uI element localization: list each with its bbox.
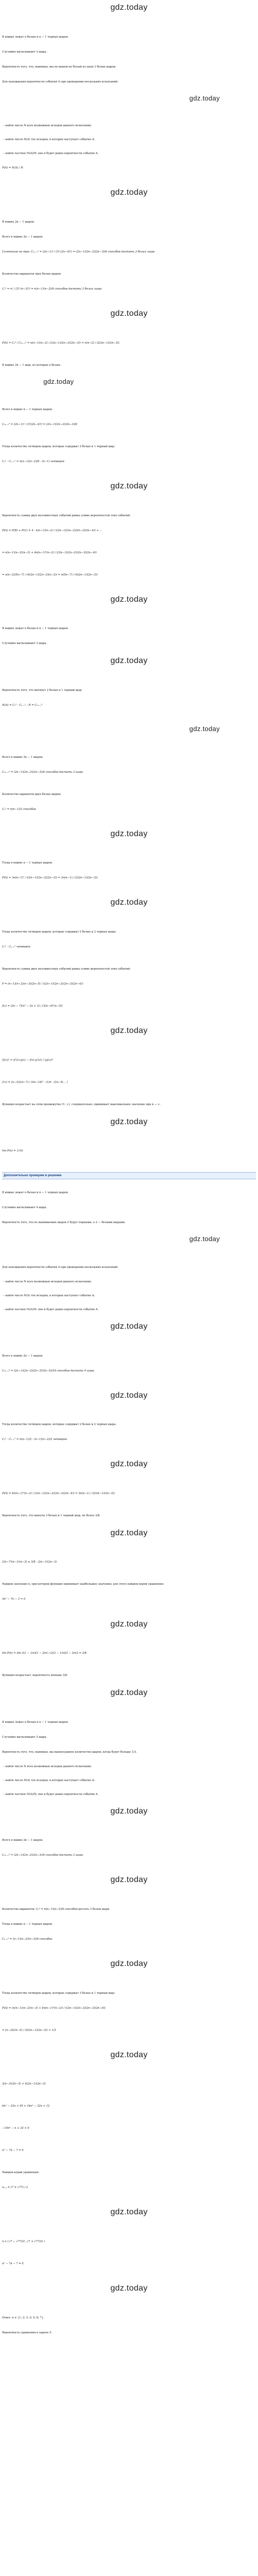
formula: N(A) = Cₙ² · Cₙ₋₁¹ ; N = C₂ₙ₋₁³	[2, 704, 43, 707]
paragraph: Функция возрастает на этом промежутке (1; ∞), следовательно, принимает максимальное значение при n → ∞.	[2, 1103, 161, 1106]
section-title: Дополнительно проверим в решении	[2, 1172, 256, 1179]
watermark: gdz.today	[110, 595, 148, 604]
formula: Сочетание по три: C₂ₙ₋₁³ = (2n−1)! / (3!·(2n−4)!) = (2n−1)(2n−2)(2n−3)/6 способов достать 3 белых шара	[2, 250, 155, 253]
spacer	[2, 1443, 256, 1459]
solution-page	[2, 2, 256, 2576]
formula: lim P(n) = 1/16	[2, 1149, 23, 1153]
formula: C₂ₙ₋₁³ = (2n−1)(2n−2)(2n−3)/6 способов достать 3 шара	[2, 1854, 83, 1857]
formula: n ∈ ( (7 − √77)/2 ; (7 + √77)/2 )	[2, 2240, 45, 2243]
paragraph: Вероятность того, что, вынимая, мы не вынем не белый из цепи 3 белых шаров:	[2, 65, 117, 69]
spacer	[2, 1155, 256, 1170]
paragraph: В ящике лежат n белых и n − 1 черных шаров.	[2, 627, 69, 631]
paragraph: Случайно вытаскивают 3 шара.	[2, 642, 47, 646]
spacer	[2, 1699, 256, 1719]
spacer	[2, 1630, 256, 1650]
spacer	[2, 1010, 256, 1025]
spacer	[2, 1285, 256, 1293]
paragraph: Всего в ящике n − 1 черных шаров.	[2, 408, 53, 412]
spacer	[2, 1798, 256, 1806]
spacer	[2, 1741, 256, 1749]
spacer	[2, 2336, 256, 2345]
spacer	[2, 1211, 256, 1219]
spacer	[2, 1470, 256, 1490]
spacer	[2, 56, 256, 64]
spacer	[2, 2110, 256, 2125]
paragraph: Количество вариантов двух белых шаров:	[2, 792, 61, 796]
watermark: gdz.today	[110, 1875, 148, 1885]
spacer	[2, 667, 256, 687]
paragraph: Найдем значение n, при котором функция принимает наибольшее значение; для этого найдем корни уравнения:	[2, 1583, 165, 1586]
spacer	[2, 1726, 256, 1734]
paragraph: В ящике лежат n белых и n − 1 черных шаров.	[2, 1720, 69, 1724]
formula: Cₙ³ = n! / (3!·(n−3)!) = n(n−1)(n−2)/6 способов достать 3 белых шара	[2, 287, 102, 291]
formula: lim P(n) = lim 3(1 − 1/n)(1 − 2/n) / (2(2 − 1/n)(2 − 3/n)) = 3/8	[2, 1652, 87, 1655]
spacer	[2, 813, 256, 828]
spacer	[2, 2034, 256, 2049]
spacer	[2, 347, 256, 362]
spacer	[2, 1859, 256, 1874]
paragraph: Всего в ящике 2n − 1 шаров.	[2, 235, 43, 239]
spacer	[2, 1844, 256, 1852]
spacer	[2, 951, 256, 966]
spacer	[2, 1375, 256, 1390]
formula: n² − 7n − 7 = 0	[2, 2149, 24, 2153]
spacer	[2, 1037, 256, 1057]
spacer	[2, 605, 256, 625]
spacer	[2, 1332, 256, 1353]
watermark: gdz.today	[110, 1806, 148, 1816]
spacer	[2, 1566, 256, 1581]
bullet-item: – найти число N всех возможных исходов данного испытания;	[2, 1280, 256, 1284]
spacer	[2, 241, 256, 249]
watermark: gdz.today	[189, 1235, 220, 1243]
spacer	[2, 13, 256, 34]
formula: Cₙ₋₁³ = (n−1)(n−2)(n−3)/6 способов	[2, 1938, 53, 1941]
watermark: gdz.today	[110, 829, 148, 838]
spacer	[2, 1244, 256, 1264]
paragraph: В ящике лежат n белых и n − 1 черных шаров.	[2, 35, 69, 39]
spacer	[2, 86, 256, 94]
spacer	[2, 1588, 256, 1596]
paragraph: Функция возрастает, вероятность меньше 3/8.	[2, 1674, 68, 1677]
spacer	[2, 2218, 256, 2239]
watermark: gdz.today	[110, 1026, 148, 1035]
spacer	[2, 1997, 256, 2005]
spacer	[2, 1538, 256, 1559]
formula: = n(n−1)(n−2)(n−3) + 4n(n−1)²(n−2) / ((2n−1)(2n−2)(2n−3)(2n−4))	[2, 551, 97, 554]
spacer	[2, 1313, 256, 1321]
spacer	[2, 2154, 256, 2170]
paragraph: Случайно вытаскивают 3 шара.	[2, 1735, 47, 1739]
spacer	[2, 143, 256, 151]
paragraph: Случайно вытаскивают 3 шара.	[2, 50, 47, 54]
spacer	[2, 1657, 256, 1672]
spacer	[2, 2191, 256, 2207]
formula: n² − 7n − 7 = 0	[2, 2262, 24, 2266]
watermark: gdz.today	[110, 1391, 148, 1400]
spacer	[2, 41, 256, 49]
watermark: gdz.today	[110, 309, 148, 318]
spacer	[2, 647, 256, 655]
bullet-item: – найти частное N(A)/N; оно и будет равно вероятности события A.	[2, 1308, 256, 1312]
spacer	[2, 157, 256, 165]
paragraph: Количество вариантов трех белых шаров:	[2, 272, 61, 276]
bullet-item: – найти частное N(A)/N; оно и будет равно вероятности события A.	[2, 1793, 256, 1797]
formula: = n(n−2)(5n−7) / (4(2n−1)(2n−3)(n−2)) = n(5n−7) / (4(2n−1)(2n−3))	[2, 573, 98, 577]
spacer	[2, 936, 256, 944]
spacer	[2, 867, 256, 875]
formula: P(A) = 3n(n−1)² / ((2n−1)(2n−2)(2n−3)) = 3n(n−1) / (2(2n−1)(2n−3))	[2, 876, 98, 880]
bullet-item: – найти частное N(A)/N; оно и будет равно вероятности события A.	[2, 152, 256, 156]
spacer	[2, 450, 256, 459]
spacer	[2, 1913, 256, 1921]
spacer	[2, 129, 256, 137]
watermark: gdz.today	[110, 1619, 148, 1629]
spacer	[2, 839, 256, 860]
paragraph: Тогда в ящике n − 1 черных шаров.	[2, 861, 53, 865]
spacer	[2, 2267, 256, 2283]
formula: P(A) = N(A) / N	[2, 166, 23, 170]
paragraph: Всего в ящике 2n − 1 шаров.	[2, 755, 43, 759]
bullet-item: – найти число N всех возможных исходов данного испытания;	[2, 124, 256, 128]
bullet-item: – найти число N(A) тех исходов, в которых наступает событие A;	[2, 1294, 256, 1298]
spacer	[2, 908, 256, 929]
spacer	[2, 319, 256, 340]
paragraph: Вероятность сравнения в задаче 5.	[2, 2331, 52, 2334]
watermark: gdz.today	[110, 898, 148, 907]
formula: (2n−7)(n−1)(n−3) ≤ 3/8 · (2n−1)(2n−3)	[2, 1561, 57, 1564]
formula: C₂ₙ₋₁³ = (2n−1)! / (3!(2n−4)!) = (2n−1)(2n−2)(2n−3)/6	[2, 423, 77, 427]
spacer	[2, 465, 256, 481]
spacer	[2, 1196, 256, 1205]
formula: P(A) = 6n(n−1)²(n−2) / ((2n−1)(2n−2)(2n−3)(2n−4)) = 3n(n−1) / (2(2n−1)(2n−3))	[2, 1492, 115, 1495]
formula: Cₙ² = n(n−1)/2 способов	[2, 807, 36, 811]
spacer	[2, 709, 256, 724]
spacer	[2, 579, 256, 594]
paragraph: Тогда количество четверок шаров, которые содержат 3 белых и 1 черный шар:	[2, 445, 115, 449]
spacer	[2, 1299, 256, 1307]
watermark: gdz.today	[110, 482, 148, 491]
formula: n₁,₂ = (7 ± √77) / 2	[2, 2186, 28, 2190]
spacer	[2, 1401, 256, 1421]
spacer	[2, 1943, 256, 1958]
spacer	[2, 1817, 256, 1837]
watermark: gdz.today	[110, 3, 148, 12]
formula: (f(x))′ = (f′(x)·g(x) − f(x)·g′(x)) / (g(x))²	[2, 1058, 53, 1062]
formula: −10n² − n + 33 > 0	[2, 2127, 29, 2130]
formula: P(A) = P(B) + P(C) = 4 · n(n−1)(n−2) / ((2n−1)(2n−2)(2n−3)(2n−4)) + ...	[2, 529, 102, 532]
watermark: gdz.today	[43, 377, 74, 385]
paragraph: Вероятность суммы двух несовместных событий равна сумме вероятностей этих событий:	[2, 514, 131, 517]
formula: Cₙ² · Cₙ₋₁² = n(n−1)/2 · (n−1)(n−2)/2 четверок	[2, 1438, 67, 1442]
paragraph: Вероятность того, что вытянут 2 белых и 1 черный шар:	[2, 689, 83, 692]
formula: Cₙ³ · Cₙ₋₁¹ = n(n−1)(n−2)/6 · (n−1) четверок	[2, 460, 64, 464]
spacer	[2, 694, 256, 702]
paragraph: Тогда в ящике n − 1 черных шаров.	[2, 1923, 53, 1926]
formula: 3n² − 7n − 3 = 0	[2, 1598, 25, 1601]
bullet-item: – найти число N(A) тех исходов, в которых наступает событие A;	[2, 138, 256, 142]
spacer	[2, 1271, 256, 1279]
spacer	[2, 198, 256, 219]
watermark: gdz.today	[110, 1460, 148, 1469]
bullet-item: – найти число N(A) тех исходов, в которых наступает событие A;	[2, 1779, 256, 1783]
formula: Cₙ² · Cₙ₋₁² четверок	[2, 945, 30, 948]
formula: f′(x) = (n−3)(2n−7) / (4n−18)² · (1/6 · (2n−5)... )	[2, 1080, 68, 1084]
paragraph: Ответ: n ∈ {1; 2; 3; 4; 5; 6; 7}.	[2, 2316, 44, 2319]
spacer	[2, 798, 256, 806]
paragraph: В ящике лежат n белых и n − 1 черных шаров.	[2, 1191, 69, 1195]
spacer	[2, 882, 256, 897]
spacer	[2, 734, 256, 754]
spacer	[2, 2132, 256, 2147]
paragraph: В ящике 2n − 1 шаров.	[2, 220, 35, 224]
spacer	[2, 103, 256, 123]
spacer	[2, 386, 256, 406]
spacer	[2, 2176, 256, 2184]
paragraph: Тогда количество четверок шаров, которые содержат 2 белых и 2 черных шара:	[2, 930, 117, 934]
spacer	[2, 973, 256, 981]
paragraph: Для нахождения вероятности события A при проведении нескольких испытаний:	[2, 80, 119, 83]
spacer	[2, 278, 256, 286]
paragraph: Количество вариантов: Cₙ³ = n(n−1)(n−2)/6 способов достать 3 белых шара	[2, 1908, 109, 1911]
spacer	[2, 1603, 256, 1619]
formula: P(A) = Cₙ³ / C₂ₙ₋₁³ = n(n−1)(n−2) / ((2n−1)(2n−2)(2n−3)) = n(n−2) / (2(2n−1)(2n−3))	[2, 341, 120, 345]
paragraph: Для нахождения вероятности события A при проведении нескольких испытаний:	[2, 1265, 119, 1269]
spacer	[2, 776, 256, 791]
spacer	[2, 428, 256, 444]
bullet-item: – найти число N всех возможных исходов данного испытания;	[2, 1765, 256, 1769]
spacer	[2, 2060, 256, 2081]
watermark: gdz.today	[110, 188, 148, 197]
spacer	[2, 71, 256, 79]
formula: = (n−3)(2n−5) / (4(2n−1)(2n−3)) > 1/3	[2, 2028, 56, 2032]
watermark: gdz.today	[110, 2050, 148, 2059]
spacer	[2, 1108, 256, 1116]
spacer	[2, 492, 256, 513]
spacer	[2, 2012, 256, 2027]
paragraph: В ящике 2n − 1 шар, из которых n белых.	[2, 363, 61, 367]
spacer	[2, 1181, 256, 1190]
watermark: gdz.today	[189, 725, 220, 733]
spacer	[2, 256, 256, 271]
watermark: gdz.today	[110, 1321, 148, 1331]
formula: C₂ₙ₋₁³ = (2n−1)(2n−2)(2n−3)/6 способов достать 3 шара	[2, 770, 83, 774]
spacer	[2, 1770, 256, 1778]
watermark: gdz.today	[110, 1959, 148, 1969]
spacer	[2, 293, 256, 308]
paragraph: Тогда количество четверок шаров, которые содержат 2 белых и 2 черных шара:	[2, 1423, 117, 1427]
spacer	[2, 1519, 256, 1528]
spacer	[2, 988, 256, 1003]
paragraph: Всего в ящике 2n − 1 шаров.	[2, 1839, 43, 1842]
spacer	[2, 1679, 256, 1687]
spacer	[2, 2088, 256, 2103]
spacer	[2, 1497, 256, 1513]
spacer	[2, 226, 256, 234]
watermark: gdz.today	[110, 2284, 148, 2293]
spacer	[2, 1360, 256, 1368]
watermark: gdz.today	[110, 1688, 148, 1698]
formula: P = (n−1)(n−2)(n−3)(2n−5) / ((2n−1)(2n−2)(2n−3)(2n−4))	[2, 982, 84, 986]
formula: C₂ₙ₋₁⁴ = (2n−1)(2n−2)(2n−3)(2n−4)/24 способов достать 4 шара	[2, 1369, 94, 1372]
spacer	[2, 1970, 256, 1990]
formula: P(A) = (n(n−1)(n−2)(n−3) + 4n(n−1)²(n−2)) / ((2n−1)(2n−2)(2n−3)(2n−4))	[2, 2006, 106, 2010]
spacer	[2, 1127, 256, 1148]
paragraph: Случайно вытаскивают 4 шара.	[2, 1206, 47, 1210]
paragraph: Вероятность суммы двух несовместных событий равна сумме вероятностей этих событий:	[2, 967, 131, 971]
formula: 6n² − 33n + 45 > 16n² − 32n + 12	[2, 2105, 50, 2108]
spacer	[2, 413, 256, 421]
spacer	[2, 1886, 256, 1906]
paragraph: Тогда количество четверок шаров, которые содержат 3 белых и 1 черный шар:	[2, 1991, 115, 1995]
spacer	[2, 1428, 256, 1436]
paragraph: Вероятность того, что из вынимаемых шаров 2 будут черными, а 2 — белыми шарами.	[2, 1221, 126, 1225]
watermark: gdz.today	[189, 94, 220, 102]
spacer	[2, 761, 256, 769]
spacer	[2, 1928, 256, 1936]
watermark: gdz.today	[110, 1528, 148, 1537]
spacer	[2, 519, 256, 528]
paragraph: Всего в ящике 2n − 1 шаров.	[2, 1354, 43, 1358]
watermark: gdz.today	[110, 2208, 148, 2217]
formula: 3(n−3)(2n−5) > 4(2n−1)(2n−3)	[2, 2082, 46, 2086]
paragraph: Вероятность того, что вынуты 3 белых и 1 черный шар, не более 3/8.	[2, 1514, 101, 1517]
watermark: gdz.today	[110, 656, 148, 666]
spacer	[2, 172, 256, 187]
spacer	[2, 2321, 256, 2330]
spacer	[2, 534, 256, 550]
formula: f(x) = (2n − 7)(n² − 2n + 3) / (3(n−4)²(n−5))	[2, 1004, 63, 1008]
paragraph: Найдем корни уравнения:	[2, 2171, 40, 2175]
paragraph: Вероятность того, что, вынимая, мы вынем равное количество шаров, когда будет больше 1/3.	[2, 1750, 137, 1754]
spacer	[2, 1064, 256, 1079]
spacer	[2, 1086, 256, 1101]
spacer	[2, 2294, 256, 2315]
watermark: gdz.today	[110, 1117, 148, 1126]
spacer	[2, 1756, 256, 1764]
spacer	[2, 556, 256, 572]
spacer	[2, 369, 256, 377]
spacer	[2, 1226, 256, 1234]
spacer	[2, 1784, 256, 1792]
spacer	[2, 632, 256, 640]
spacer	[2, 2245, 256, 2261]
